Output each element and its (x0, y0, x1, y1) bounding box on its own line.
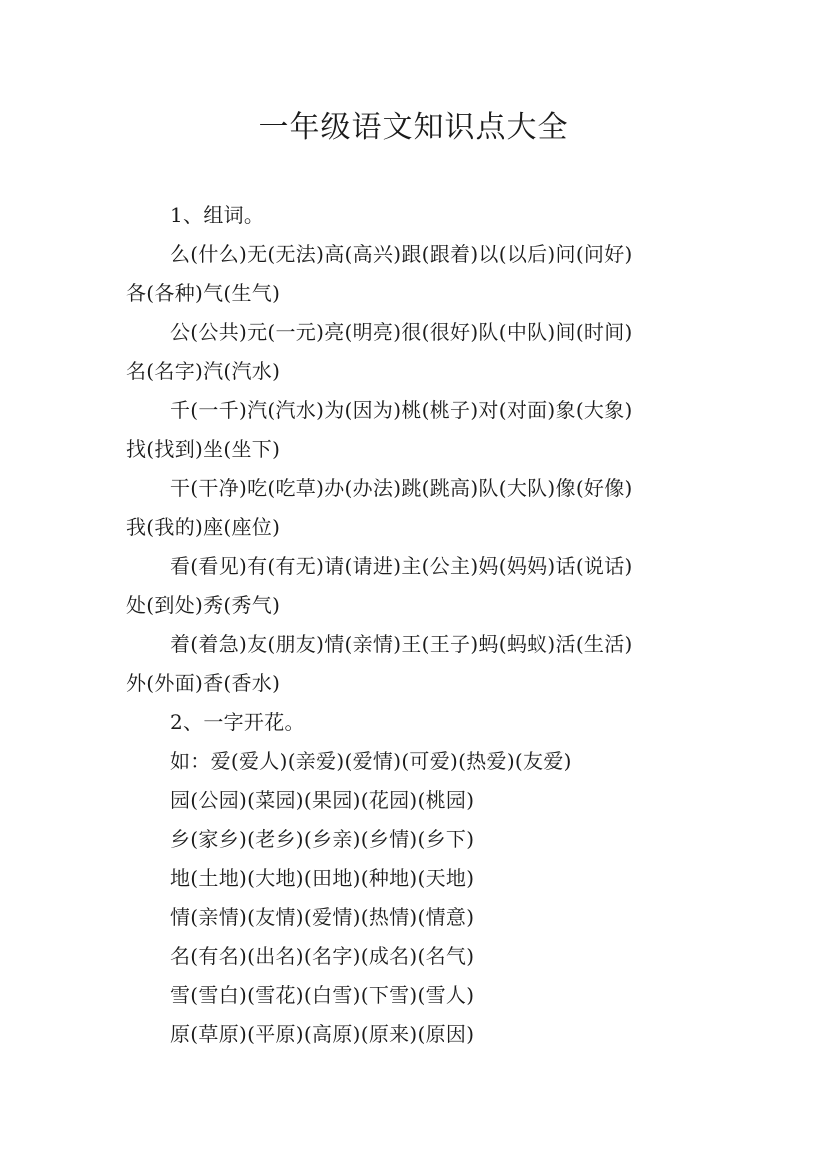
text-line: 地(土地)(大地)(田地)(种地)(天地) (170, 866, 475, 890)
text-line: 干(干净)吃(吃草)办(办法)跳(跳高)队(大队)像(好像) (170, 476, 633, 500)
text-line: 公(公共)元(一元)亮(明亮)很(很好)队(中队)间(时间) (170, 320, 633, 344)
text-line: 乡(家乡)(老乡)(乡亲)(乡情)(乡下) (170, 827, 475, 851)
section-heading: 2、一字开花。 (170, 710, 305, 734)
text-line: 着(着急)友(朋友)情(亲情)王(王子)蚂(蚂蚁)活(生活) (170, 632, 633, 656)
text-line: 外(外面)香(香水) (126, 671, 281, 695)
section-heading: 1、组词。 (170, 203, 265, 227)
text-line: 处(到处)秀(秀气) (126, 593, 281, 617)
document-body (126, 196, 716, 1054)
text-line: 情(亲情)(友情)(爱情)(热情)(情意) (170, 905, 475, 929)
page-title: 一年级语文知识点大全 (258, 110, 569, 145)
text-line: 园(公园)(菜园)(果园)(花园)(桃园) (170, 788, 475, 812)
text-line: 各(各种)气(生气) (126, 281, 281, 305)
text-line: 雪(雪白)(雪花)(白雪)(下雪)(雪人) (170, 983, 475, 1007)
text-line: 名(有名)(出名)(名字)(成名)(名气) (170, 944, 475, 968)
text-line: 我(我的)座(座位) (126, 515, 281, 539)
text-line: 么(什么)无(无法)高(高兴)跟(跟着)以(以后)问(问好) (170, 242, 633, 266)
text-line: 看(看见)有(有无)请(请进)主(公主)妈(妈妈)话(说话) (170, 554, 633, 578)
text-line: 如：爱(爱人)(亲爱)(爱情)(可爱)(热爱)(友爱) (170, 749, 572, 773)
text-line: 名(名字)汽(汽水) (126, 359, 281, 383)
text-line: 原(草原)(平原)(高原)(原来)(原因) (170, 1022, 475, 1046)
text-line: 找(找到)坐(坐下) (126, 437, 281, 461)
text-line: 千(一千)汽(汽水)为(因为)桃(桃子)对(对面)象(大象) (170, 398, 633, 422)
